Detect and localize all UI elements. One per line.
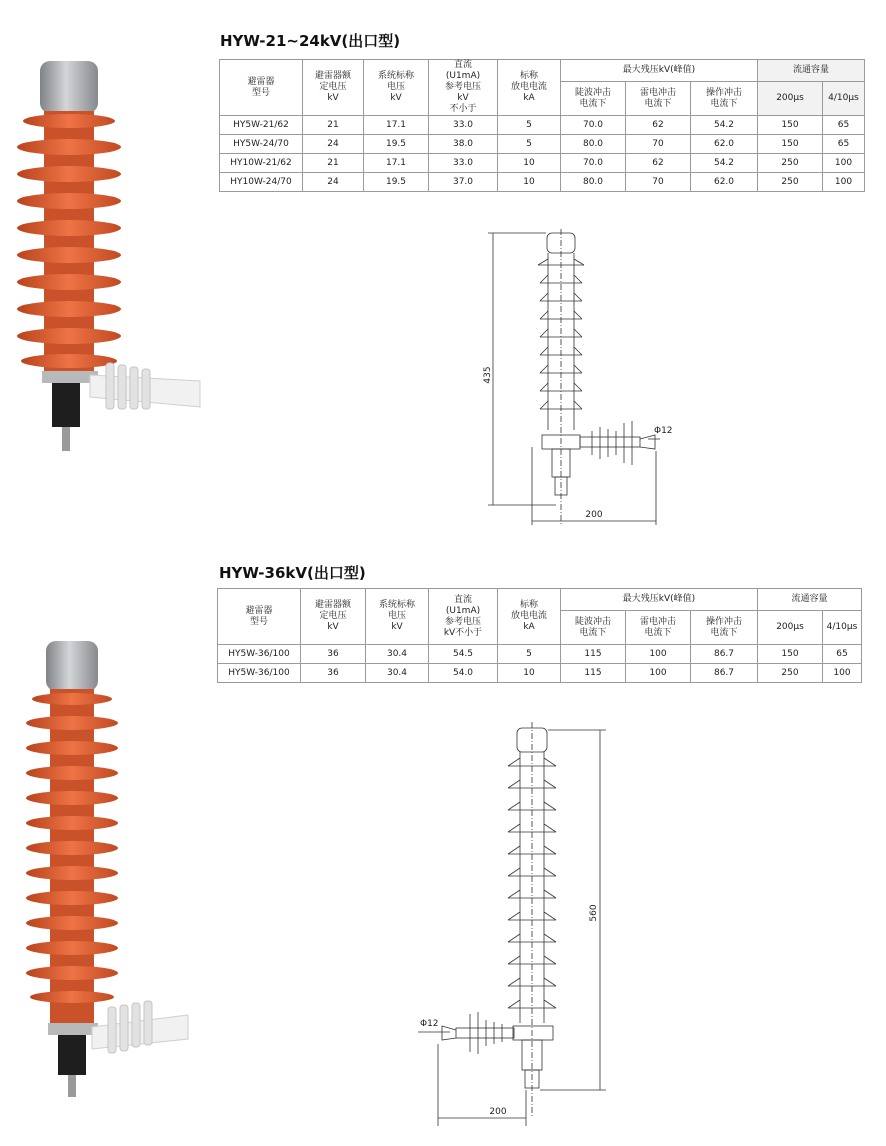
table-row (218, 645, 862, 664)
cell-cap-4-10: 65 (823, 135, 865, 154)
cell-switching: 54.2 (691, 116, 758, 135)
cell-discharge-current: 5 (498, 135, 561, 154)
height-dimension-label: 560 (589, 904, 599, 922)
cell-dc-reference: 38.0 (429, 135, 498, 154)
cell-system-voltage: 17.1 (364, 154, 429, 173)
cell-model: HY5W-36/100 (218, 664, 301, 683)
header-cap-4-10: 4/10μs (823, 611, 862, 645)
cell-switching: 62.0 (691, 173, 758, 192)
spec-table-1 (219, 59, 865, 192)
cell-cap-4-10: 100 (823, 154, 865, 173)
header-switching: 操作冲击 电流下 (691, 611, 758, 645)
header-steep-wave: 陡波冲击 电流下 (561, 611, 626, 645)
cell-cap-4-10: 100 (823, 173, 865, 192)
header-cap-4-10: 4/10μs (823, 82, 865, 116)
cell-steep-wave: 115 (561, 664, 626, 683)
cell-cap-200: 150 (758, 645, 823, 664)
cell-rated-voltage: 21 (303, 116, 364, 135)
header-rated-voltage: 避雷器额 定电压 kV (301, 589, 366, 645)
cell-system-voltage: 30.4 (366, 645, 429, 664)
cell-steep-wave: 115 (561, 645, 626, 664)
cell-discharge-current: 10 (498, 154, 561, 173)
diameter-dimension-label: Φ12 (654, 426, 673, 436)
cell-model: HY5W-36/100 (218, 645, 301, 664)
header-flow-capacity: 流通容量 (758, 589, 862, 611)
cell-steep-wave: 80.0 (561, 135, 626, 154)
cell-lightning: 70 (626, 173, 691, 192)
cell-lightning: 62 (626, 154, 691, 173)
cell-dc-reference: 54.0 (429, 664, 498, 683)
header-max-residual: 最大残压kV(峰值) (561, 589, 758, 611)
dimension-drawing-2 (410, 718, 630, 1128)
cell-dc-reference: 54.5 (429, 645, 498, 664)
width-dimension-label: 200 (489, 1107, 507, 1117)
header-system-voltage: 系统标称 电压 kV (364, 60, 429, 116)
header-system-voltage: 系统标称 电压 kV (366, 589, 429, 645)
header-lightning: 雷电冲击 电流下 (626, 82, 691, 116)
cell-switching: 86.7 (691, 664, 758, 683)
header-model: 避雷器 型号 (220, 60, 303, 116)
cell-cap-200: 150 (758, 135, 823, 154)
cell-discharge-current: 5 (498, 645, 561, 664)
cell-system-voltage: 19.5 (364, 173, 429, 192)
cell-system-voltage: 30.4 (366, 664, 429, 683)
cell-cap-200: 250 (758, 154, 823, 173)
arrester-photo-1 (0, 55, 210, 465)
cell-discharge-current: 10 (498, 664, 561, 683)
header-discharge-current: 标称 放电电流 kA (498, 589, 561, 645)
header-dc-reference: 直流 (U1mA) 参考电压 kV不小于 (429, 589, 498, 645)
cell-cap-200: 150 (758, 116, 823, 135)
header-cap-200: 200μs (758, 611, 823, 645)
cell-cap-4-10: 100 (823, 664, 862, 683)
header-lightning: 雷电冲击 电流下 (626, 611, 691, 645)
cell-system-voltage: 17.1 (364, 116, 429, 135)
header-max-residual: 最大残压kV(峰值) (561, 60, 758, 82)
spec-table-2 (217, 588, 862, 683)
cell-lightning: 70 (626, 135, 691, 154)
cell-steep-wave: 70.0 (561, 154, 626, 173)
cell-rated-voltage: 24 (303, 173, 364, 192)
cell-rated-voltage: 24 (303, 135, 364, 154)
cell-lightning: 100 (626, 664, 691, 683)
cell-dc-reference: 33.0 (429, 116, 498, 135)
cell-lightning: 62 (626, 116, 691, 135)
cell-steep-wave: 80.0 (561, 173, 626, 192)
cell-model: HY5W-24/70 (220, 135, 303, 154)
cell-switching: 54.2 (691, 154, 758, 173)
cell-rated-voltage: 36 (301, 664, 366, 683)
header-flow-capacity: 流通容量 (758, 60, 865, 82)
cell-discharge-current: 5 (498, 116, 561, 135)
cell-switching: 86.7 (691, 645, 758, 664)
header-switching: 操作冲击 电流下 (691, 82, 758, 116)
cell-discharge-current: 10 (498, 173, 561, 192)
table-row (220, 116, 865, 135)
cell-lightning: 100 (626, 645, 691, 664)
cell-model: HY5W-21/62 (220, 116, 303, 135)
cell-rated-voltage: 36 (301, 645, 366, 664)
cell-dc-reference: 37.0 (429, 173, 498, 192)
header-rated-voltage: 避雷器额 定电压 kV (303, 60, 364, 116)
header-cap-200: 200μs (758, 82, 823, 116)
cell-cap-4-10: 65 (823, 116, 865, 135)
section-title-1: HYW-21~24kV(出口型) (220, 32, 401, 50)
cell-cap-200: 250 (758, 173, 823, 192)
arrester-photo-2 (0, 635, 200, 1105)
cell-steep-wave: 70.0 (561, 116, 626, 135)
table-row (220, 154, 865, 173)
cell-cap-200: 250 (758, 664, 823, 683)
header-steep-wave: 陡波冲击 电流下 (561, 82, 626, 116)
table-row (218, 664, 862, 683)
table-row (220, 135, 865, 154)
width-dimension-label: 200 (585, 510, 603, 520)
section-title-2: HYW-36kV(出口型) (219, 564, 366, 582)
table-row (220, 173, 865, 192)
header-model: 避雷器 型号 (218, 589, 301, 645)
cell-dc-reference: 33.0 (429, 154, 498, 173)
cell-system-voltage: 19.5 (364, 135, 429, 154)
diameter-dimension-label: Φ12 (420, 1019, 439, 1029)
cell-model: HY10W-24/70 (220, 173, 303, 192)
cell-model: HY10W-21/62 (220, 154, 303, 173)
cell-cap-4-10: 65 (823, 645, 862, 664)
cell-rated-voltage: 21 (303, 154, 364, 173)
dimension-drawing-1 (480, 225, 680, 530)
header-discharge-current: 标称 放电电流 kA (498, 60, 561, 116)
cell-switching: 62.0 (691, 135, 758, 154)
height-dimension-label: 435 (483, 366, 493, 384)
header-dc-reference: 直流 (U1mA) 参考电压 kV 不小于 (429, 60, 498, 116)
